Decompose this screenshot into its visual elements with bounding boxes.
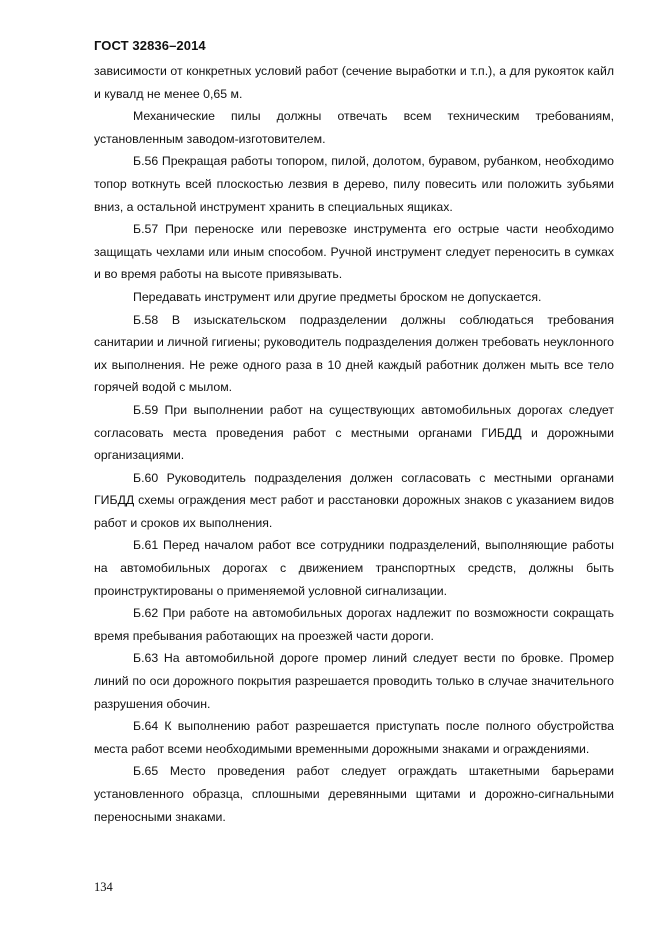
paragraph-b58: Б.58 В изыскательском подразделении должны соблюдаться требования санитарии и личной гигиены; руководитель подразделения должен требовать неуклонного их выполнения. Не реже одного раза в 10 дней каждый работник должен мыть все тело горячей водой с мылом.	[94, 312, 614, 395]
paragraph-continuation: зависимости от конкретных условий работ (сечение выработки и т.п.), а для рукояток кайл и кувалд не менее 0,65 м.	[94, 64, 614, 101]
paragraph-b56: Б.56 Прекращая работы топором, пилой, долотом, буравом, рубанком, необходимо топор воткнуть всей плоскостью лезвия в дерево, пилу повесить или положить зубьями вниз, а остальной инструмент хранить в специальных ящиках.	[94, 154, 614, 214]
paragraph-b63: Б.63 На автомобильной дороге промер линий следует вести по бровке. Промер линий по оси дорожного покрытия разрешается проводить только в случае значительного разрушения обочин.	[94, 651, 614, 711]
document-body	[94, 60, 614, 828]
paragraph-b62: Б.62 При работе на автомобильных дорогах надлежит по возможности сокращать время пребывания работающих на проезжей части дороги.	[94, 606, 614, 643]
paragraph-b64: Б.64 К выполнению работ разрешается приступать после полного обустройства места работ всеми необходимыми временными дорожными знаками и ограждениями.	[94, 719, 614, 756]
document-header: ГОСТ 32836–2014	[94, 38, 206, 53]
paragraph-b60: Б.60 Руководитель подразделения должен согласовать с местными органами ГИБДД схемы ограждения мест работ и расстановки дорожных знаков с указанием видов работ и сроков их выполнения.	[94, 470, 614, 530]
paragraph-b65: Б.65 Место проведения работ следует ограждать штакетными барьерами установленного образца, сплошными деревянными щитами и дорожно-сигнальными переносными знаками.	[94, 764, 614, 824]
paragraph-b61: Б.61 Перед началом работ все сотрудники подразделений, выполняющие работы на автомобильных дорогах с движением транспортных средств, должны быть проинструктированы о применяемой условной сигнализации.	[94, 538, 614, 598]
paragraph-b57: Б.57 При переноске или перевозке инструмента его острые части необходимо защищать чехлами или иным способом. Ручной инструмент следует переносить в сумках и во время работы на высоте привязывать.	[94, 222, 614, 282]
paragraph: Передавать инструмент или другие предметы броском не допускается.	[133, 289, 542, 304]
paragraph-b59: Б.59 При выполнении работ на существующих автомобильных дорогах следует согласовать места проведения работ с местными органами ГИБДД и дорожными организациями.	[94, 402, 614, 463]
paragraph: Механические пилы должны отвечать всем техническим требованиям, установленным заводом-изготовителем.	[94, 109, 614, 146]
page-number: 134	[94, 880, 113, 894]
